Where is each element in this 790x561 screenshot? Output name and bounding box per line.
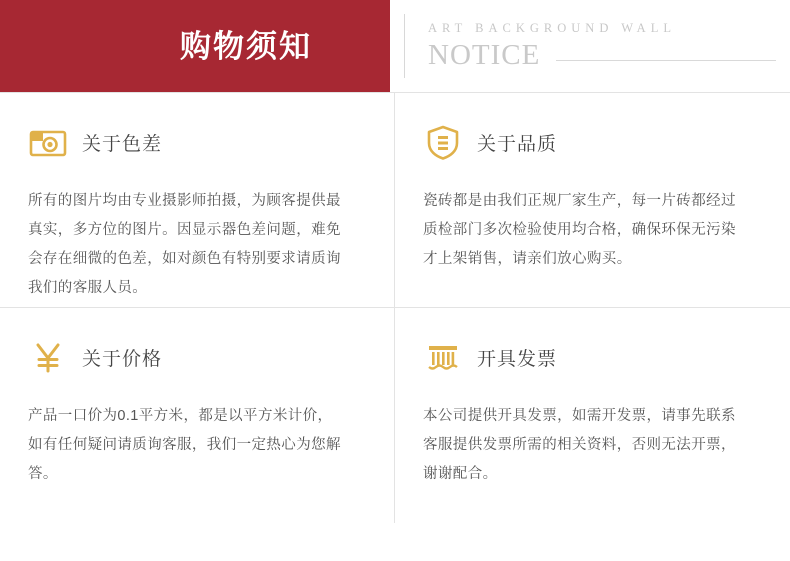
notice-card-title: 关于价格 <box>82 348 163 370</box>
notice-card-body: 瓷砖都是由我们正规厂家生产，每一片砖都经过质检部门多次检验使用均合格，确保环保无污染才上架销售，请亲们放心购买。 <box>423 193 736 267</box>
invoice-icon <box>423 337 463 377</box>
notice-grid <box>0 92 790 523</box>
yen-icon <box>28 337 68 377</box>
header-subtitle-row <box>428 38 790 71</box>
notice-card-price <box>0 308 395 523</box>
notice-card-title: 关于品质 <box>477 133 558 155</box>
header-subtitle: NOTICE <box>428 38 541 71</box>
notice-card-title: 开具发票 <box>477 348 558 370</box>
notice-card-body: 本公司提供开具发票，如需开发票，请事先联系客服提供发票所需的相关资料，否则无法开票，谢谢配合。 <box>423 408 736 482</box>
header-subtitle-block <box>390 0 790 92</box>
header-eyebrow: ART BACKGROUND WALL <box>428 21 676 36</box>
camera-icon <box>28 122 68 162</box>
notice-card-header <box>423 119 748 165</box>
notice-card-header <box>28 119 352 165</box>
header-title-block <box>0 0 390 92</box>
header-vertical-divider <box>404 14 405 78</box>
header-horizontal-rule <box>556 60 776 61</box>
page-header <box>0 0 790 92</box>
notice-card-header <box>28 334 352 380</box>
notice-card-quality <box>395 93 790 308</box>
notice-card-color <box>0 93 395 308</box>
shield-icon <box>423 122 463 162</box>
notice-card-header <box>423 334 748 380</box>
page-title: 购物须知 <box>180 28 312 64</box>
notice-card-body: 产品一口价为0.1平方米，都是以平方米计价，如有任何疑问请质询客服，我们一定热心为您解答。 <box>28 408 341 482</box>
notice-card-invoice <box>395 308 790 523</box>
notice-card-title: 关于色差 <box>82 133 163 155</box>
notice-card-body: 所有的图片均由专业摄影师拍摄，为顾客提供最真实，多方位的图片。因显示器色差问题，难免会存在细微的色差，如对颜色有特别要求请质询我们的客服人员。 <box>28 193 341 296</box>
